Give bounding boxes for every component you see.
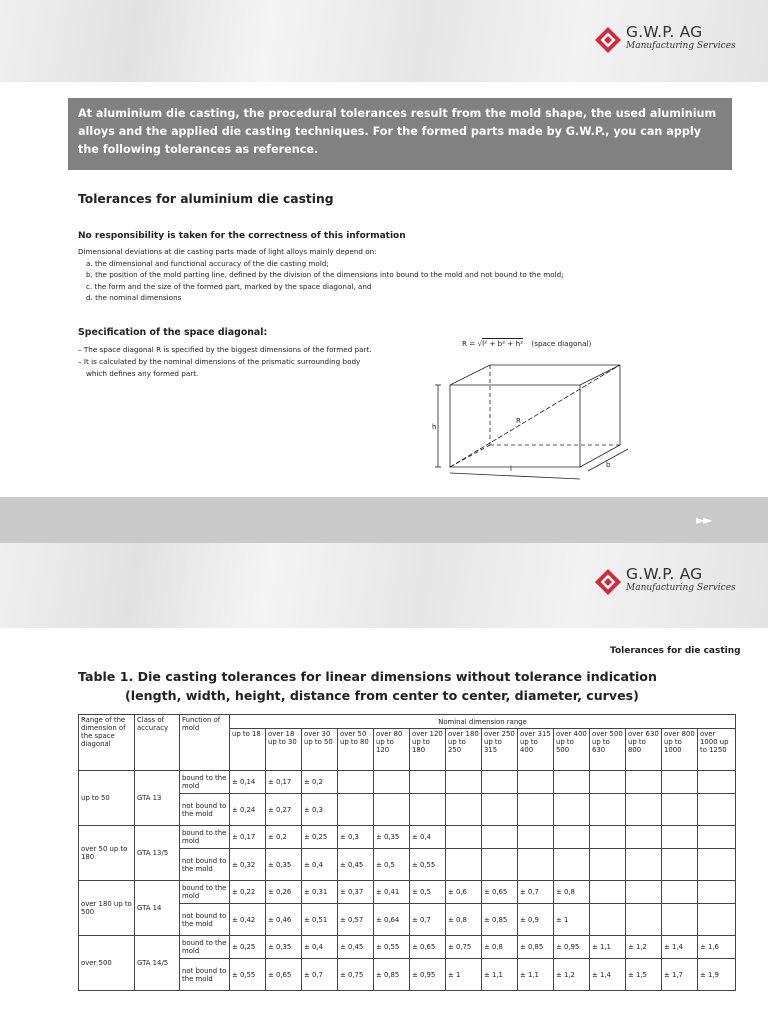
header-col: over 500 up to 630: [590, 729, 626, 771]
tolerance-cell: ± 0,7: [302, 959, 338, 991]
table-header-row: [79, 715, 736, 729]
tolerance-cell: ± 0,4: [410, 826, 446, 849]
class-cell: GTA 13: [135, 771, 180, 826]
intro-box: At aluminium die casting, the procedural tolerances result from the mold shape, the used aluminium alloys and the applied die casting techniques. For the formed parts made by G.W.P., you can apply the following tolerances as reference.: [68, 98, 732, 170]
tolerance-cell: ± 1,1: [482, 959, 518, 991]
deviation-item: b. the position of the mold parting line, defined by the division of the dimensions into bound to the mold and not bound to the mold;: [86, 270, 564, 280]
tolerance-table: [78, 714, 736, 991]
disclaimer: No responsibility is taken for the correctness of this information: [78, 231, 406, 241]
tolerance-cell: ± 1,7: [662, 959, 698, 991]
tolerance-cell: [446, 826, 482, 849]
tolerance-cell: ± 0,22: [230, 881, 266, 904]
section-title: Tolerances for aluminium die casting: [78, 192, 334, 206]
tolerance-cell: [482, 849, 518, 881]
tolerance-cell: ± 1,9: [698, 959, 736, 991]
tolerance-cell: [518, 771, 554, 794]
tolerance-cell: [698, 771, 736, 794]
tolerance-cell: ± 1,4: [590, 959, 626, 991]
tolerance-cell: ± 0,8: [554, 881, 590, 904]
tolerance-cell: ± 0,17: [266, 771, 302, 794]
table-row: [79, 771, 736, 794]
tolerance-cell: ± 0,4: [302, 936, 338, 959]
tolerance-cell: [626, 849, 662, 881]
tolerance-cell: ± 0,95: [554, 936, 590, 959]
header-col: over 18 up to 30: [266, 729, 302, 771]
tolerance-cell: [410, 794, 446, 826]
deviation-item: a. the dimensional and functional accuracy of the die casting mold;: [86, 258, 329, 268]
tolerance-cell: [518, 849, 554, 881]
tolerance-cell: ± 1: [446, 959, 482, 991]
tolerance-cell: ± 0,5: [410, 881, 446, 904]
tolerance-cell: ± 0,27: [266, 794, 302, 826]
table-row: [79, 936, 736, 959]
tolerance-cell: ± 0,32: [230, 849, 266, 881]
tolerance-cell: ± 0,6: [446, 881, 482, 904]
tolerance-cell: [482, 771, 518, 794]
tolerance-cell: ± 0,45: [338, 849, 374, 881]
tolerance-cell: ± 1,1: [590, 936, 626, 959]
header-range: Range of the dimension of the space diagonal: [79, 715, 135, 771]
tolerance-cell: ± 0,85: [518, 936, 554, 959]
tolerance-cell: [590, 771, 626, 794]
tolerance-cell: [662, 794, 698, 826]
label-R: R: [516, 417, 521, 425]
tolerance-cell: ± 0,95: [410, 959, 446, 991]
tolerance-cell: ± 0,46: [266, 904, 302, 936]
tolerance-cell: [590, 881, 626, 904]
header-col: over 30 up to 50: [302, 729, 338, 771]
label-h: h: [432, 423, 437, 431]
header-col: over 180 up to 250: [446, 729, 482, 771]
brand-logo: [594, 24, 736, 54]
function-cell: bound to the mold: [180, 826, 230, 849]
space-diagonal-line: which defines any formed part.: [86, 368, 199, 378]
page-break-stripe: [0, 497, 768, 543]
range-cell: up to 50: [79, 771, 135, 826]
function-cell: not bound to the mold: [180, 904, 230, 936]
page-header: Tolerances for die casting: [610, 646, 741, 656]
brand-name: G.W.P. AG: [626, 23, 703, 41]
tolerance-cell: ± 0,65: [410, 936, 446, 959]
table-title-line: Table 1. Die casting tolerances for linear dimensions without tolerance indication: [78, 669, 657, 684]
tolerance-cell: [698, 904, 736, 936]
tolerance-cell: ± 0,35: [266, 936, 302, 959]
tolerance-cell: ± 0,55: [374, 936, 410, 959]
tolerance-cell: ± 1,4: [662, 936, 698, 959]
range-cell: over 500: [79, 936, 135, 991]
header-function: Function of mold: [180, 715, 230, 771]
tolerance-cell: [662, 904, 698, 936]
tolerance-cell: [698, 826, 736, 849]
function-cell: not bound to the mold: [180, 849, 230, 881]
tolerance-cell: ± 0,35: [374, 826, 410, 849]
header-col: over 80 up to 120: [374, 729, 410, 771]
formula-radicand: l² + b² + h²: [482, 339, 524, 348]
tolerance-cell: ± 0,51: [302, 904, 338, 936]
tolerance-cell: ± 0,37: [338, 881, 374, 904]
tolerance-cell: [590, 794, 626, 826]
tolerance-cell: ± 1,1: [518, 959, 554, 991]
range-cell: over 50 up to 180: [79, 826, 135, 881]
tolerance-cell: [518, 794, 554, 826]
tolerance-cell: [662, 826, 698, 849]
tolerance-cell: [698, 881, 736, 904]
tolerance-cell: [662, 881, 698, 904]
prism-diagram: [430, 355, 640, 485]
tolerance-cell: ± 0,8: [482, 936, 518, 959]
formula-lhs: R = √: [462, 339, 483, 348]
tolerance-cell: ± 0,85: [482, 904, 518, 936]
deviation-item: c. the form and the size of the formed part, marked by the space diagonal, and: [86, 281, 372, 291]
formula-note: (space diagonal): [531, 339, 592, 348]
header-col: over 400 up to 500: [554, 729, 590, 771]
space-diagonal-line: – It is calculated by the nominal dimensions of the prismatic surrounding body: [78, 356, 361, 366]
tolerance-cell: [482, 826, 518, 849]
brand-name: G.W.P. AG: [626, 565, 703, 583]
table-row: [79, 881, 736, 904]
tolerance-cell: [446, 794, 482, 826]
function-cell: bound to the mold: [180, 936, 230, 959]
header-col: up to 18: [230, 729, 266, 771]
tolerance-cell: [446, 849, 482, 881]
tolerance-cell: ± 0,2: [266, 826, 302, 849]
tolerance-cell: [590, 904, 626, 936]
deviations-text: [78, 246, 678, 304]
tolerance-cell: ± 0,2: [302, 771, 338, 794]
tolerance-cell: ± 0,9: [518, 904, 554, 936]
class-cell: GTA 14: [135, 881, 180, 936]
tolerance-cell: [518, 826, 554, 849]
header-col: over 1000 up to 1250: [698, 729, 736, 771]
tolerance-cell: ± 0,7: [410, 904, 446, 936]
tolerance-cell: [446, 771, 482, 794]
tolerance-cell: ± 0,35: [266, 849, 302, 881]
class-cell: GTA 14/5: [135, 936, 180, 991]
tolerance-cell: [626, 881, 662, 904]
function-cell: bound to the mold: [180, 881, 230, 904]
tolerance-cell: [338, 771, 374, 794]
tolerance-cell: [554, 849, 590, 881]
space-diagonal-formula: [462, 339, 591, 348]
tolerance-cell: [554, 794, 590, 826]
tolerance-cell: ± 0,8: [446, 904, 482, 936]
gwp-diamond-icon: [594, 568, 622, 596]
tolerance-cell: ± 0,75: [446, 936, 482, 959]
tolerance-cell: ± 0,42: [230, 904, 266, 936]
deviation-item: d. the nominal dimensions: [86, 293, 182, 303]
tolerance-cell: ± 1,6: [698, 936, 736, 959]
tolerance-cell: ± 0,3: [302, 794, 338, 826]
tolerance-cell: ± 0,55: [230, 959, 266, 991]
tolerance-cell: [590, 849, 626, 881]
tolerance-cell: ± 0,64: [374, 904, 410, 936]
header-col: over 800 up to 1000: [662, 729, 698, 771]
tolerance-cell: [374, 771, 410, 794]
label-b: b: [606, 461, 611, 469]
brand-logo: [594, 566, 736, 596]
brand-tagline: Manufacturing Services: [626, 583, 736, 593]
space-diagonal-title: Specification of the space diagonal:: [78, 327, 268, 338]
tolerance-cell: ± 0,3: [338, 826, 374, 849]
tolerance-cell: [338, 794, 374, 826]
tolerance-cell: ± 1,2: [554, 959, 590, 991]
tolerance-cell: [698, 794, 736, 826]
header-col: over 250 up to 315: [482, 729, 518, 771]
table-row: [79, 826, 736, 849]
gwp-diamond-icon: [594, 26, 622, 54]
function-cell: not bound to the mold: [180, 959, 230, 991]
space-diagonal-text: [78, 344, 408, 379]
tolerance-cell: [410, 771, 446, 794]
tolerance-cell: ± 0,85: [374, 959, 410, 991]
tolerance-cell: [662, 771, 698, 794]
header-col: over 50 up to 80: [338, 729, 374, 771]
tolerance-cell: ± 0,55: [410, 849, 446, 881]
tolerance-cell: ± 0,14: [230, 771, 266, 794]
tolerance-cell: [554, 826, 590, 849]
tolerance-cell: [554, 771, 590, 794]
class-cell: GTA 13/5: [135, 826, 180, 881]
tolerance-cell: ± 0,45: [338, 936, 374, 959]
tolerance-cell: [590, 826, 626, 849]
tolerance-cell: ± 0,65: [482, 881, 518, 904]
tolerance-cell: ± 0,41: [374, 881, 410, 904]
tolerance-cell: ± 0,57: [338, 904, 374, 936]
tolerance-cell: ± 0,25: [230, 936, 266, 959]
header-col: over 630 up to 800: [626, 729, 662, 771]
table-title: [78, 668, 657, 705]
tolerance-cell: [482, 794, 518, 826]
tolerance-cell: ± 0,31: [302, 881, 338, 904]
function-cell: not bound to the mold: [180, 794, 230, 826]
header-nominal: Nominal dimension range: [230, 715, 736, 729]
tolerance-cell: ± 0,65: [266, 959, 302, 991]
tolerance-cell: [626, 771, 662, 794]
tolerance-cell: [626, 904, 662, 936]
tolerance-cell: ± 1,2: [626, 936, 662, 959]
header-col: over 120 up to 180: [410, 729, 446, 771]
continue-arrows-icon: ►►: [696, 513, 711, 527]
header-class: Class of accuracy: [135, 715, 180, 771]
tolerance-cell: [698, 849, 736, 881]
tolerance-cell: ± 0,17: [230, 826, 266, 849]
function-cell: bound to the mold: [180, 771, 230, 794]
tolerance-cell: ± 0,5: [374, 849, 410, 881]
range-cell: over 180 up to 500: [79, 881, 135, 936]
tolerance-cell: ± 0,4: [302, 849, 338, 881]
table-title-line: (length, width, height, distance from center to center, diameter, curves): [125, 687, 639, 703]
space-diagonal-line: – The space diagonal R is specified by the biggest dimensions of the formed part.: [78, 345, 372, 354]
deviations-lead: Dimensional deviations at die casting parts made of light alloys mainly depend on:: [78, 247, 377, 256]
header-col: over 315 up to 400: [518, 729, 554, 771]
tolerance-cell: ± 1: [554, 904, 590, 936]
tolerance-cell: ± 0,75: [338, 959, 374, 991]
tolerance-cell: [662, 849, 698, 881]
tolerance-cell: [626, 826, 662, 849]
label-l: l: [510, 465, 512, 473]
tolerance-cell: ± 0,25: [302, 826, 338, 849]
tolerance-cell: [374, 794, 410, 826]
tolerance-cell: [626, 794, 662, 826]
brand-tagline: Manufacturing Services: [626, 41, 736, 51]
tolerance-cell: ± 0,24: [230, 794, 266, 826]
tolerance-cell: ± 0,7: [518, 881, 554, 904]
tolerance-cell: ± 1,5: [626, 959, 662, 991]
tolerance-cell: ± 0,26: [266, 881, 302, 904]
